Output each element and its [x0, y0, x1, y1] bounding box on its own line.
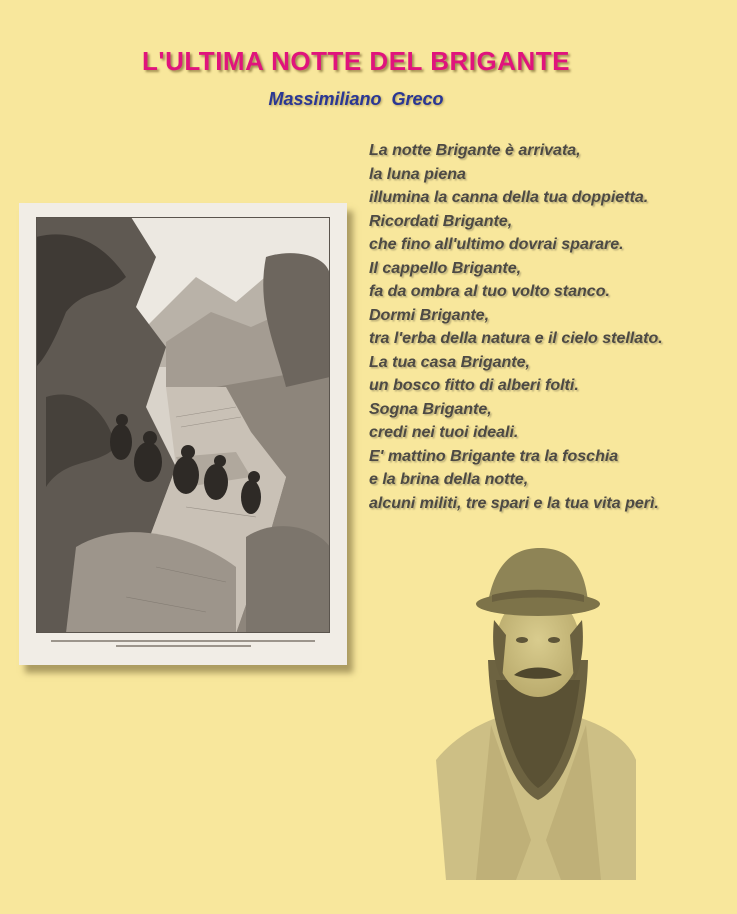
poem-line: e la brina della notte, [369, 471, 529, 488]
poem-line: fa da ombra al tuo volto stanco. [369, 283, 610, 300]
engraving-illustration [19, 203, 347, 665]
poem-line: Il cappello Brigante, [369, 259, 522, 277]
poem-line: alcuni militi, tre spari e la tua vita perì. [369, 494, 659, 512]
poem-line: un bosco fitto di alberi folti. [369, 377, 579, 394]
poem-line: E' mattino Brigante tra la foschia [369, 447, 619, 465]
poem-line: La tua casa Brigante, [369, 353, 530, 371]
poem-text [369, 139, 663, 515]
poem-line: tra l'erba della natura e il cielo stellato. [369, 330, 663, 347]
poem-line: La notte Brigante è arrivata, [369, 142, 581, 159]
poem-author: Massimiliano Greco [268, 89, 444, 109]
poem-line: Ricordati Brigante, [369, 212, 513, 230]
poem-title: L'ULTIMA NOTTE DEL BRIGANTE [142, 46, 570, 76]
poem-line: la luna piena [369, 165, 466, 183]
poem-line: Dormi Brigante, [369, 306, 490, 324]
portrait-photo [436, 540, 641, 880]
engraving-illustration-icon [36, 217, 330, 633]
poem-line: che fino all'ultimo dovrai sparare. [369, 236, 624, 253]
poem-line: credi nei tuoi ideali. [369, 424, 519, 441]
engraving-caption-lines [33, 637, 333, 655]
poem-line: illumina la canna della tua doppietta. [369, 189, 649, 206]
poem-line: Sogna Brigante, [369, 400, 492, 418]
